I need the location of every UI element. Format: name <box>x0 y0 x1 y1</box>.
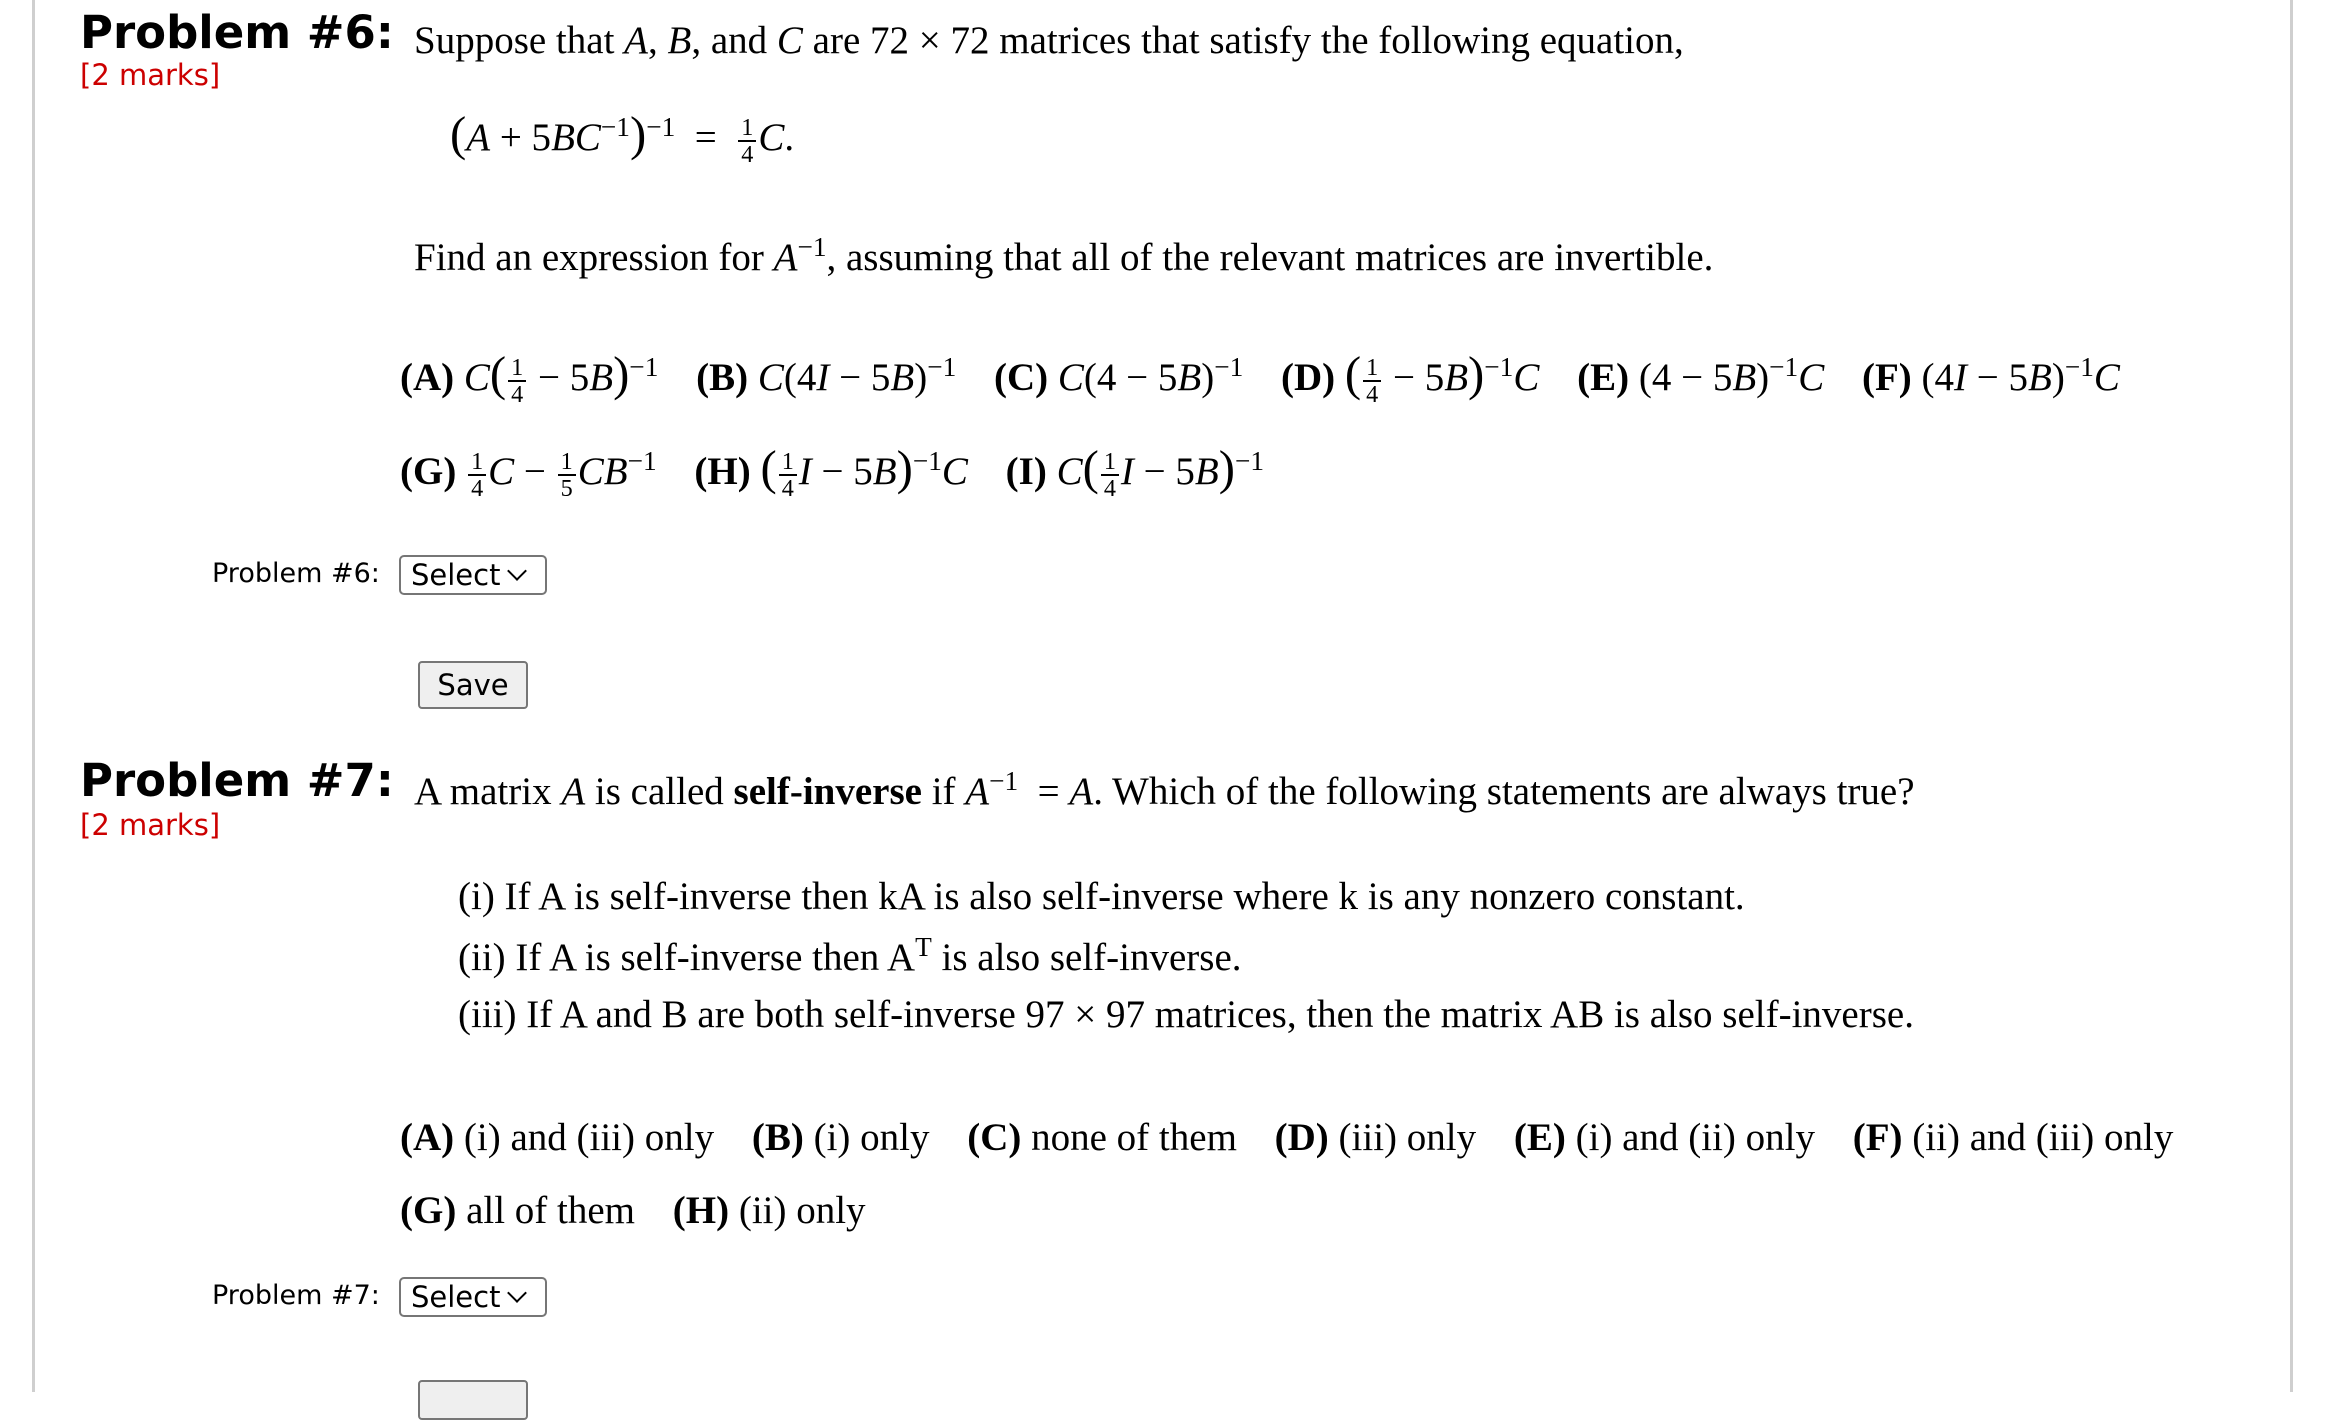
option-b: (B) (i) only <box>751 1116 930 1159</box>
problem-6-select[interactable]: Select <box>399 555 547 595</box>
problem-6-marks: [2 marks] <box>80 58 221 92</box>
option-f: (F) $(4I - 5B)^{-1}C$ <box>1861 352 2120 399</box>
option-g: (G) $\frac{1}{4}$ C − $\frac{1}{5}$ $CB^{-1}$ <box>400 446 657 503</box>
problem-7-marks: [2 marks] <box>80 808 221 842</box>
chevron-down-icon <box>508 561 528 581</box>
problem-7-answer-label: Problem #7: <box>212 1280 380 1311</box>
page-border-left <box>32 0 35 1392</box>
option-g: (G) all of them <box>400 1189 636 1232</box>
option-e: (E) (i) and (ii) only <box>1513 1116 1815 1159</box>
problem-6-equation: $(A + 5BC^{-1})^{-1}$ = $\frac{1}{4}$ C. <box>450 107 795 169</box>
statement-3: (iii) If A and B are both self-inverse 97 × 97 matrices, then the matrix AB is also self-inverse. <box>458 993 1914 1036</box>
problem-6-question: Find an expression for $A^{-1}$, assuming that all of the relevant matrices are invertible. <box>414 232 1714 279</box>
page-border-right <box>2290 0 2293 1392</box>
statement-2: (ii) If A is self-inverse then $A^T$ is also self-inverse. <box>458 932 1242 979</box>
option-d: (D) (iii) only <box>1274 1116 1477 1159</box>
save-button-partial[interactable] <box>418 1380 528 1420</box>
option-a: (A) C( $\frac{1}{4}$ − 5B)$^{-1}$ <box>400 347 659 409</box>
problem-7-select[interactable]: Select <box>399 1277 547 1317</box>
problem-7-options-row-1 <box>400 1115 2173 1160</box>
option-e: (E) $(4 - 5B)^{-1}C$ <box>1577 352 1825 399</box>
problem-6-answer-label: Problem #6: <box>212 558 380 589</box>
option-a: (A) (i) and (iii) only <box>400 1116 715 1159</box>
problem-6-options-row-2 <box>400 441 1265 503</box>
option-d: (D) ( $\frac{1}{4}$ − 5B)$^{-1}$C <box>1281 347 1540 409</box>
chevron-down-icon <box>508 1283 528 1303</box>
problem-7-options-row-2 <box>400 1188 866 1233</box>
option-c: (C) $C(4 - 5B)^{-1}$ <box>993 352 1244 399</box>
problem-6-options-row-1 <box>400 347 2120 409</box>
option-b: (B) $C(4I - 5B)^{-1}$ <box>696 352 957 399</box>
option-h: (H) ( $\frac{1}{4}$ I − 5B)$^{-1}$C <box>694 441 968 503</box>
problem-6-title: Problem #6: <box>80 6 394 59</box>
problem-7-title: Problem #7: <box>80 754 394 807</box>
problem-6-intro: Suppose that A, B, and C are 72 × 72 matrices that satisfy the following equation, <box>414 19 1684 62</box>
statement-1: (i) If A is self-inverse then kA is also self-inverse where k is any nonzero constant. <box>458 875 1745 918</box>
problem-7-intro: A matrix A is called self-inverse if $A^{-1} = A$. Which of the following statements are always true? <box>414 766 1915 813</box>
option-i: (I) C( $\frac{1}{4}$ I − 5B)$^{-1}$ <box>1005 441 1265 503</box>
option-f: (F) (ii) and (iii) only <box>1852 1116 2174 1159</box>
option-h: (H) (ii) only <box>672 1189 866 1232</box>
option-c: (C) none of them <box>967 1116 1237 1159</box>
save-button[interactable]: Save <box>418 661 528 709</box>
